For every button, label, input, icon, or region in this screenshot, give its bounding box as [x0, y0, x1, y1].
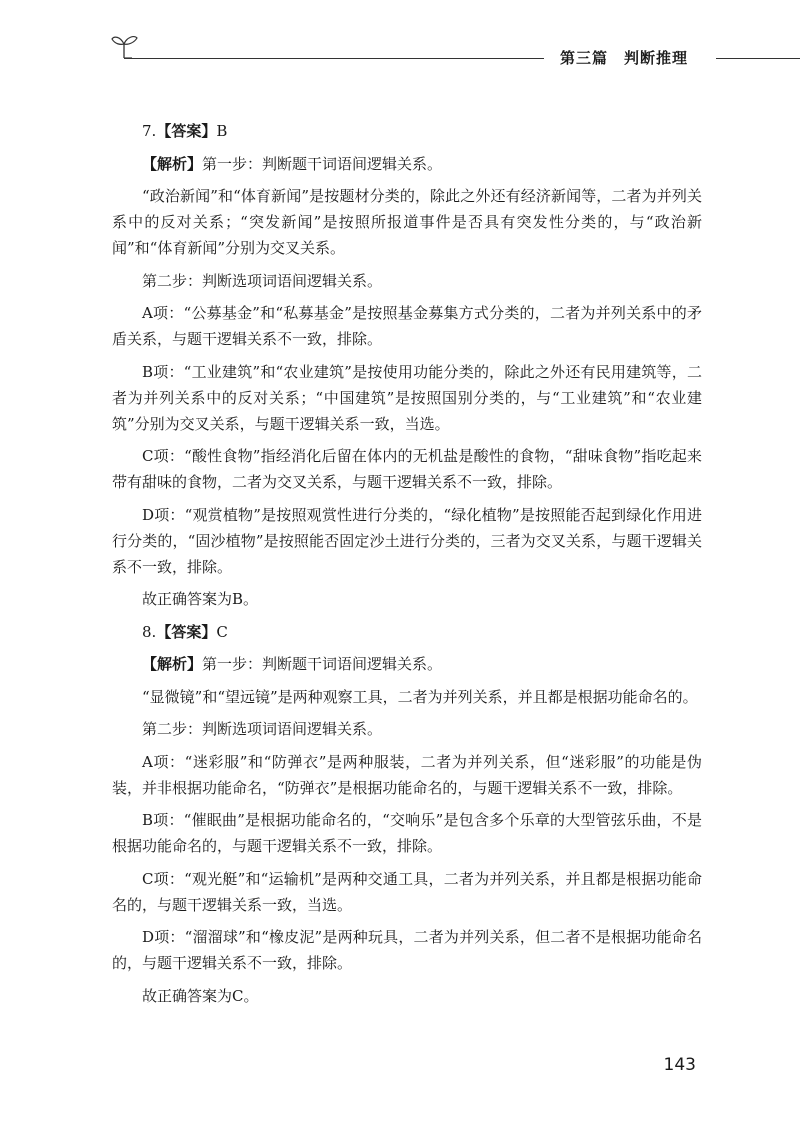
paragraph [112, 651, 702, 677]
paragraph-text: C项：“观光艇”和“运输机”是两种交通工具，二者为并列关系，并且都是根据功能命名的，与题干逻辑关系一致，当选。 [112, 869, 702, 914]
paragraph [112, 300, 702, 352]
paragraph-text: B项：“工业建筑”和“农业建筑”是按使用功能分类的，除此之外还有民用建筑等，二者为并列关系中的反对关系；“中国建筑”是按照国别分类的，与“工业建筑”和“农业建筑”分别为交叉关系，与题干逻辑关系一致，当选。 [112, 362, 702, 433]
answer-tag: 【答案】 [156, 122, 217, 140]
answer-value: B [216, 122, 228, 140]
paragraph [112, 118, 702, 144]
section-title: 第三篇 判断推理 [560, 49, 689, 67]
paragraph-text: “政治新闻”和“体育新闻”是按题材分类的，除此之外还有经济新闻等，二者为并列关系中的反对关系；“突发新闻”是按照所报道事件是否具有突发性分类的，与“政治新闻”和“体育新闻”分别为交叉关系。 [112, 187, 702, 257]
answer-value: C [216, 622, 228, 641]
page-number: 143 [663, 1055, 696, 1075]
paragraph [112, 983, 702, 1009]
paragraph [112, 716, 702, 742]
analysis-tag: 【解析】 [142, 154, 203, 173]
paragraph-text: A项：“迷彩服”和“防弹衣”是两种服装，二者为并列关系，但“迷彩服”的功能是伪装，并非根据功能命名，“防弹衣”是根据功能命名的，与题干逻辑关系不一致，排除。 [112, 752, 702, 797]
header-rule-right [716, 58, 800, 59]
paragraph-text: B项：“催眠曲”是根据功能命名的，“交响乐”是包含多个乐章的大型管弦乐曲，不是根据功能命名的，与题干逻辑关系不一致，排除。 [112, 811, 702, 855]
paragraph-text: 故正确答案为C。 [142, 986, 259, 1005]
paragraph [112, 151, 702, 177]
answer-tag: 【答案】 [156, 622, 217, 641]
paragraph [112, 268, 702, 294]
paragraph [112, 619, 702, 645]
paragraph [112, 502, 702, 580]
paragraph-text: 第一步：判断题干词语间逻辑关系。 [202, 655, 443, 673]
paragraph [112, 924, 702, 976]
paragraph-text: A项：“公募基金”和“私募基金”是按照基金募集方式分类的，二者为并列关系中的矛盾关系，与题干逻辑关系不一致，排除。 [112, 304, 702, 348]
paragraph-text: 第一步：判断题干词语间逻辑关系。 [202, 154, 443, 173]
sprout-icon [110, 30, 140, 60]
question-number: 7. [142, 122, 157, 140]
question-number: 8. [142, 622, 157, 641]
paragraph [112, 183, 702, 261]
paragraph-text: C项：“酸性食物”指经消化后留在体内的无机盐是酸性的食物，“甜味食物”指吃起来带有甜味的食物，二者为交叉关系，与题干逻辑关系不一致，排除。 [112, 447, 702, 491]
paragraph [112, 443, 702, 495]
paragraph-text: 故正确答案为B。 [142, 590, 259, 608]
paragraph-text: “显微镜”和“望远镜”是两种观察工具，二者为并列关系，并且都是根据功能命名的。 [142, 687, 698, 706]
answer-explanation-body [112, 118, 702, 1015]
paragraph-text: D项：“溜溜球”和“橡皮泥”是两种玩具，二者为并列关系，但二者不是根据功能命名的，与题干逻辑关系不一致，排除。 [112, 928, 702, 972]
paragraph [112, 586, 702, 612]
paragraph [112, 359, 702, 437]
analysis-tag: 【解析】 [142, 655, 203, 673]
paragraph [112, 749, 702, 801]
paragraph [112, 866, 702, 918]
header-rule-left [124, 58, 544, 59]
paragraph-text: 第二步：判断选项词语间逻辑关系。 [142, 720, 383, 738]
paragraph [112, 807, 702, 859]
page-header [0, 0, 800, 80]
paragraph [112, 684, 702, 710]
paragraph-text: 第二步：判断选项词语间逻辑关系。 [142, 271, 383, 290]
paragraph-text: D项：“观赏植物”是按照观赏性进行分类的，“绿化植物”是按照能否起到绿化作用进行分类的，“固沙植物”是按照能否固定沙土进行分类的，三者为交叉关系，与题干逻辑关系不一致，排除。 [112, 505, 702, 576]
